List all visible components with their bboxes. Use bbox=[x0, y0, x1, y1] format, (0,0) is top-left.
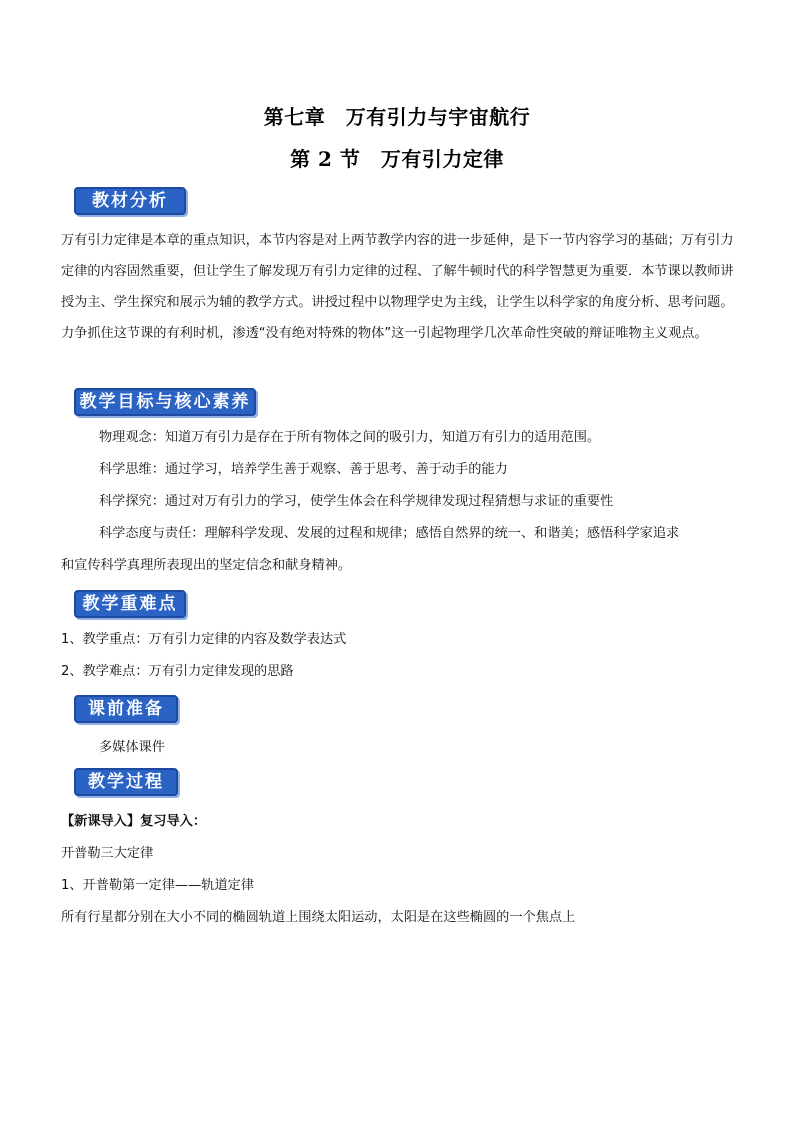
process-line: 1、开普勒第一定律——轨道定律 bbox=[61, 878, 255, 893]
goal-item: 和宣传科学真理所表现出的坚定信念和献身精神。 bbox=[61, 558, 352, 573]
analysis-heading-badge: 教材分析 bbox=[74, 187, 186, 215]
section-title: 第 2 节 万有引力定律 bbox=[290, 147, 504, 171]
chapter-title: 第七章 万有引力与宇宙航行 bbox=[263, 105, 531, 129]
new-lesson-intro: 【新课导入】复习导入： bbox=[61, 814, 207, 829]
goals-heading-badge: 教学目标与核心素养 bbox=[74, 388, 256, 416]
key-point-item: 2、教学难点：万有引力定律发现的思路 bbox=[61, 664, 294, 679]
analysis-paragraph: 万有引力定律是本章的重点知识，本节内容是对上两节教学内容的进一步延伸，是下一节内容学习的基础；万有引力定律的内容固然重要，但让学生了解发现万有引力定律的过程、了解牛顿时代的科学智慧更为重要．本节课以教师讲授为主、学生探究和展示为辅的教学方式。讲授过程中以物理学史为主线，让学生以科学家的角度分析、思考问题。力争抓住这节课的有利时机，渗透“没有绝对特殊的物体”这一引起物理学几次革命性突破的辩证唯物主义观点。 bbox=[61, 233, 734, 341]
goal-item: 物理观念：知道万有引力是存在于所有物体之间的吸引力，知道万有引力的适用范围。 bbox=[99, 430, 601, 445]
preparation-text: 多媒体课件 bbox=[99, 740, 165, 755]
key-point-item: 1、教学重点：万有引力定律的内容及数学表达式 bbox=[61, 632, 347, 647]
goal-item: 科学探究：通过对万有引力的学习，使学生体会在科学规律发现过程猜想与求证的重要性 bbox=[99, 494, 614, 509]
process-heading-badge: 教学过程 bbox=[74, 768, 178, 796]
goal-item: 科学思维：通过学习，培养学生善于观察、善于思考、善于动手的能力 bbox=[99, 462, 508, 477]
preparation-heading-badge: 课前准备 bbox=[74, 695, 178, 723]
process-line: 所有行星都分别在大小不同的椭圆轨道上围绕太阳运动，太阳是在这些椭圆的一个焦点上 bbox=[61, 910, 576, 925]
process-line: 开普勒三大定律 bbox=[61, 846, 154, 861]
key-points-heading-badge: 教学重难点 bbox=[74, 590, 186, 618]
goal-item: 科学态度与责任：理解科学发现、发展的过程和规律；感悟自然界的统一、和谐美；感悟科学家追求 bbox=[99, 526, 680, 541]
